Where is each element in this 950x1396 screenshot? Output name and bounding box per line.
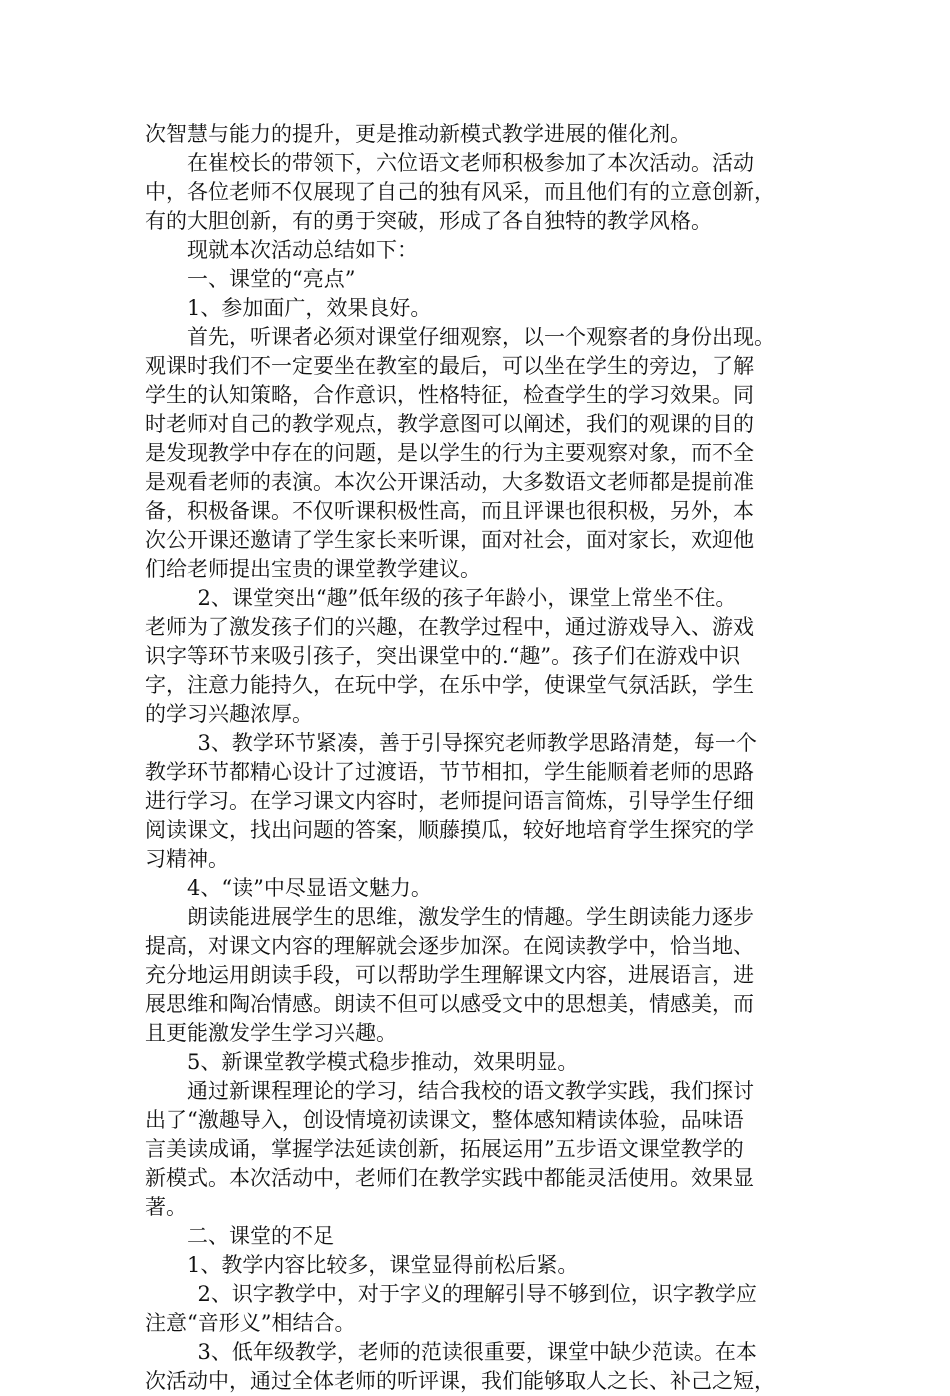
text-line: 3、教学环节紧凑，善于引导探究老师教学思路清楚，每一个	[197, 731, 757, 755]
text-line: 4、“读”中尽显语文魅力。	[187, 876, 432, 900]
text-line: 次智慧与能力的提升，更是推动新模式教学进展的催化剂。	[145, 122, 691, 146]
text-line: 备，积极备课。不仅听课积极性高，而且评课也很积极，另外，本	[145, 499, 754, 523]
text-line: 现就本次活动总结如下：	[187, 238, 418, 262]
section-heading-shortcomings	[145, 1222, 829, 1251]
text-line: 是观看老师的表演。本次公开课活动，大多数语文老师都是提前准	[145, 470, 754, 494]
text-line: 字，注意力能持久，在玩中学，在乐中学，使课堂气氛活跃，学生	[145, 673, 754, 697]
paragraph-intro-end	[145, 120, 829, 149]
text-line: 是发现教学中存在的问题，是以学生的行为主要观察对象，而不全	[145, 441, 754, 465]
paragraph-observation	[145, 323, 829, 584]
text-line: 们给老师提出宝贵的课堂教学建议。	[145, 557, 481, 581]
text-line: 老师为了激发孩子们的兴趣，在教学过程中，通过游戏导入、游戏	[145, 615, 754, 639]
section-heading-highlights	[145, 265, 829, 294]
paragraph-shortcoming-2	[145, 1280, 829, 1338]
text-line: 2、识字教学中，对于字义的理解引导不够到位，识字教学应	[197, 1282, 757, 1306]
text-line: 识字等环节来吸引孩子，突出课堂中的.“趣”。孩子们在游戏中识	[145, 644, 741, 668]
paragraph-new-model	[145, 1077, 829, 1222]
subheading-1	[145, 294, 829, 323]
text-line: 时老师对自己的教学观点，教学意图可以阐述，我们的观课的目的	[145, 412, 754, 436]
text-line: 2、课堂突出“趣”低年级的孩子年龄小，课堂上常坐不住。	[197, 586, 737, 610]
text-line: 观课时我们不一定要坐在教室的最后，可以坐在学生的旁边，了解	[145, 354, 754, 378]
text-line: 进行学习。在学习课文内容时，老师提问语言简炼，引导学生仔细	[145, 789, 754, 813]
text-line: 二、课堂的不足	[187, 1224, 334, 1248]
text-line: 3、低年级教学，老师的范读很重要，课堂中缺少范读。在本	[197, 1340, 757, 1364]
paragraph-shortcoming-3	[145, 1338, 829, 1396]
text-line: 注意“音形义”相结合。	[145, 1311, 356, 1335]
text-line: 教学环节都精心设计了过渡语，节节相扣，学生能顺着老师的思路	[145, 760, 754, 784]
paragraph-summary-intro	[145, 236, 829, 265]
text-line: 首先，听课者必须对课堂仔细观察，以一个观察者的身份出现。	[187, 325, 775, 349]
text-line: 1、教学内容比较多，课堂显得前松后紧。	[187, 1253, 579, 1277]
text-line: 1、参加面广，效果良好。	[187, 296, 432, 320]
paragraph-reading	[145, 903, 829, 1048]
text-line: 中，各位老师不仅展现了自己的独有风采，而且他们有的立意创新，	[145, 180, 775, 204]
text-line: 展思维和陶冶情感。朗读不但可以感受文中的思想美，情感美，而	[145, 992, 754, 1016]
text-line: 习精神。	[145, 847, 229, 871]
paragraph-point-2	[145, 584, 829, 729]
text-line: 有的大胆创新，有的勇于突破，形成了各自独特的教学风格。	[145, 209, 712, 233]
text-line: 充分地运用朗读手段，可以帮助学生理解课文内容，进展语言，进	[145, 963, 754, 987]
paragraph-point-3	[145, 729, 829, 874]
text-line: 学生的认知策略，合作意识，性格特征，检查学生的学习效果。同	[145, 383, 754, 407]
text-line: 出了“激趣导入，创设情境初读课文，整体感知精读体验，品味语	[145, 1108, 744, 1132]
text-line: 提高，对课文内容的理解就会逐步加深。在阅读教学中，恰当地、	[145, 934, 754, 958]
text-line: 次活动中，通过全体老师的听评课，我们能够取人之长、补己之短，	[145, 1369, 775, 1393]
text-line: 且更能激发学生学习兴趣。	[145, 1021, 397, 1045]
paragraph-activity-overview	[145, 149, 829, 236]
text-line: 的学习兴趣浓厚。	[145, 702, 313, 726]
text-line: 言美读成诵，掌握学法延读创新，拓展运用”五步语文课堂教学的	[145, 1137, 744, 1161]
document-page	[145, 120, 829, 1396]
text-line: 在崔校长的带领下，六位语文老师积极参加了本次活动。活动	[187, 151, 754, 175]
text-line: 阅读课文，找出问题的答案，顺藤摸瓜，较好地培育学生探究的学	[145, 818, 754, 842]
text-line: 新模式。本次活动中，老师们在教学实践中都能灵活使用。效果显	[145, 1166, 754, 1190]
text-line: 次公开课还邀请了学生家长来听课，面对社会，面对家长，欢迎他	[145, 528, 754, 552]
text-line: 一、课堂的“亮点”	[187, 267, 356, 291]
text-line: 著。	[145, 1195, 187, 1219]
subheading-5	[145, 1048, 829, 1077]
text-line: 通过新课程理论的学习，结合我校的语文教学实践，我们探讨	[187, 1079, 754, 1103]
subheading-4	[145, 874, 829, 903]
text-line: 5、新课堂教学模式稳步推动，效果明显。	[187, 1050, 579, 1074]
paragraph-shortcoming-1	[145, 1251, 829, 1280]
text-line: 朗读能进展学生的思维，激发学生的情趣。学生朗读能力逐步	[187, 905, 754, 929]
